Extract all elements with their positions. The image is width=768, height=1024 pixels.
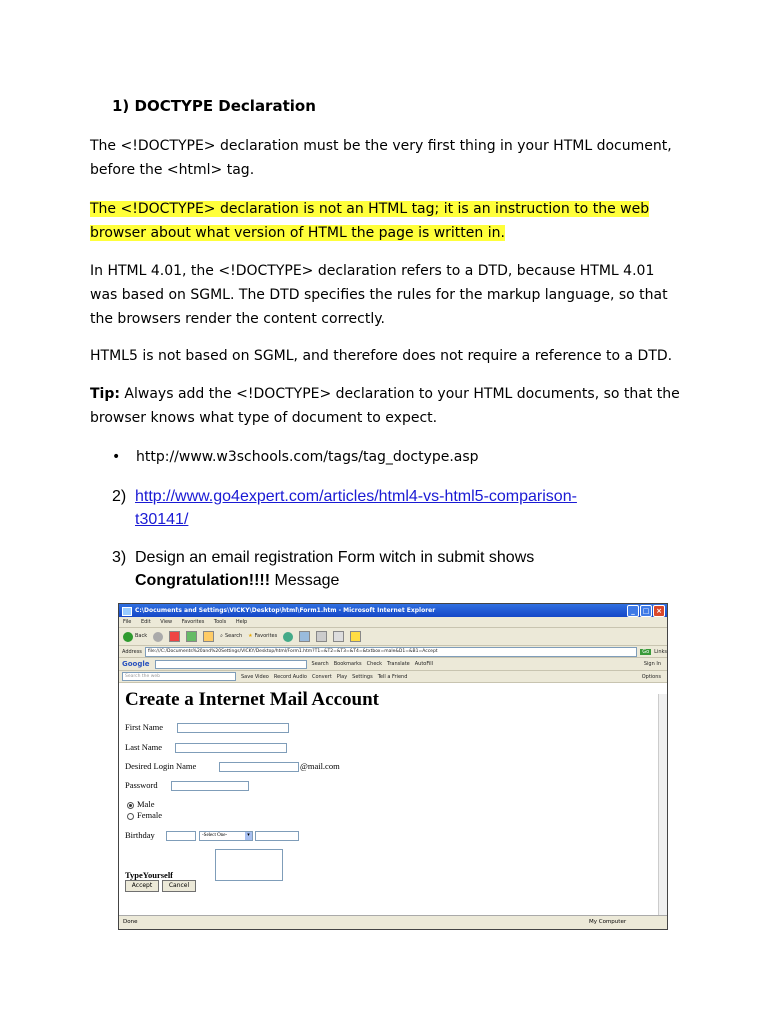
address-input[interactable]: file:///C:/Documents%20and%20Settings/VICKY/Desktop/html/Form1.htm?T1=&T2=&T3=&T4=&txtbox=male&D1=&B1=Accept: [145, 647, 637, 657]
web-search-input[interactable]: Search the web: [122, 672, 236, 681]
paragraph-3: [90, 259, 690, 331]
sign-in-button[interactable]: Sign In: [643, 661, 661, 667]
google-search-button[interactable]: Search: [311, 661, 329, 667]
last-name-label: Last Name: [125, 742, 163, 752]
maximize-button[interactable]: □: [640, 605, 652, 617]
paragraph-2-line-2: browser about what version of HTML the page is written in.: [90, 225, 505, 241]
play-button[interactable]: Play: [336, 673, 348, 680]
status-bar: [119, 915, 667, 929]
male-radio[interactable]: [127, 802, 134, 809]
item-3-tail: Message: [270, 572, 340, 589]
female-option[interactable]: Female: [127, 810, 162, 820]
numbered-item-3: [112, 546, 672, 592]
home-icon[interactable]: [203, 631, 214, 642]
google-check-button[interactable]: Check: [366, 661, 383, 667]
login-name-input[interactable]: [219, 762, 299, 772]
password-label: Password: [125, 780, 158, 790]
settings-button[interactable]: Settings: [352, 673, 373, 680]
item-3-line-1: Design an email registration Form witch in submit shows: [135, 549, 535, 566]
close-button[interactable]: ×: [653, 605, 665, 617]
print-icon[interactable]: [316, 631, 327, 642]
item-3-number: 3): [112, 549, 127, 566]
section-heading: 1) DOCTYPE Declaration: [112, 97, 316, 115]
male-option[interactable]: Male: [127, 799, 154, 809]
accept-button[interactable]: Accept: [125, 880, 159, 892]
paragraph-1-line-2: before the <html> tag.: [90, 162, 255, 178]
favorites-button[interactable]: ★ Favorites: [248, 628, 277, 645]
chevron-down-icon: ▾: [245, 832, 252, 840]
status-done: Done: [123, 919, 138, 925]
paragraph-3-line-2: was based on SGML. The DTD specifies the rules for the markup language, so that: [90, 287, 668, 303]
password-input[interactable]: [171, 781, 249, 791]
last-name-input[interactable]: [175, 743, 287, 753]
refresh-icon[interactable]: [186, 631, 197, 642]
about-yourself-textarea[interactable]: [215, 849, 283, 881]
mail-icon[interactable]: [299, 631, 310, 642]
tip-line-1: Always add the <!DOCTYPE> declaration to your HTML documents, so that the: [119, 386, 680, 402]
login-name-label: Desired Login Name: [125, 761, 197, 771]
status-zone: My Computer: [589, 919, 627, 925]
menu-edit[interactable]: Edit: [140, 619, 151, 625]
back-button[interactable]: Back: [123, 628, 147, 645]
paragraph-3-line-1: In HTML 4.01, the <!DOCTYPE> declaration refers to a DTD, because HTML 4.01: [90, 263, 655, 279]
tip-label: Tip:: [90, 386, 120, 402]
menu-favorites[interactable]: Favorites: [181, 619, 205, 625]
domain-suffix: @mail.com: [300, 761, 340, 771]
paragraph-4: HTML5 is not based on SGML, and therefore does not require a reference to a DTD.: [90, 348, 673, 364]
back-arrow-icon: [123, 632, 133, 642]
numbered-item-2: [112, 485, 672, 531]
menu-file[interactable]: File: [123, 619, 132, 625]
star-icon: ★: [248, 633, 253, 639]
google-bookmarks-button[interactable]: Bookmarks: [333, 661, 362, 667]
google-translate-button[interactable]: Translate: [387, 661, 410, 667]
type-yourself-label: TypeYourself: [125, 870, 174, 880]
birthday-day-input[interactable]: [166, 831, 196, 841]
ie-page-icon: [122, 607, 132, 616]
search-button[interactable]: ⌕ Search: [220, 628, 242, 645]
record-audio-button[interactable]: Record Audio: [273, 673, 307, 680]
cancel-button[interactable]: Cancel: [162, 880, 196, 892]
browser-screenshot: [118, 603, 668, 930]
go-button[interactable]: Go: [642, 648, 650, 655]
tell-friend-button[interactable]: Tell a Friend: [377, 673, 408, 680]
vertical-scrollbar[interactable]: [658, 694, 667, 916]
bullet-url-text: http://www.w3schools.com/tags/tag_doctype.asp: [136, 449, 479, 465]
page-content: [119, 689, 659, 916]
form-title: Create a Internet Mail Account: [125, 689, 379, 710]
folder-icon[interactable]: [350, 631, 361, 642]
menu-tools[interactable]: Tools: [213, 619, 227, 625]
paragraph-1: [90, 134, 690, 182]
birthday-year-input[interactable]: [255, 831, 299, 841]
address-label: Address: [122, 648, 142, 655]
first-name-label: First Name: [125, 722, 164, 732]
forward-arrow-icon[interactable]: [153, 632, 163, 642]
edit-icon[interactable]: [333, 631, 344, 642]
browser-title: C:\Documents and Settings\VICKY\Desktop\html\Form1.htm - Microsoft Internet Explorer: [135, 607, 436, 614]
bullet-marker: •: [112, 449, 121, 465]
google-autofill-button[interactable]: AutoFill: [414, 661, 434, 667]
minimize-button[interactable]: _: [627, 605, 639, 617]
first-name-input[interactable]: [177, 723, 289, 733]
birthday-label: Birthday: [125, 830, 155, 840]
google-toolbar: [119, 658, 667, 671]
item-3-bold: Congratulation!!!!: [135, 572, 271, 589]
google-search-input[interactable]: [155, 660, 307, 669]
options-button[interactable]: Options: [641, 673, 661, 680]
save-video-button[interactable]: Save Video: [241, 673, 269, 680]
paragraph-3-line-3: the browsers render the content correctly.: [90, 311, 385, 327]
tip-paragraph: [90, 382, 690, 430]
search-icon: ⌕: [220, 633, 223, 639]
convert-button[interactable]: Convert: [311, 673, 332, 680]
tip-line-2: browser knows what type of document to expect.: [90, 410, 438, 426]
menu-view[interactable]: View: [160, 619, 173, 625]
browser-titlebar: [119, 604, 667, 617]
paragraph-2-highlighted: [90, 197, 690, 245]
paragraph-1-line-1: The <!DOCTYPE> declaration must be the very first thing in your HTML document,: [90, 138, 672, 154]
item-2-number: 2): [112, 488, 127, 505]
bullet-item: [112, 446, 479, 468]
media-icon[interactable]: [283, 632, 293, 642]
links-label[interactable]: Links: [654, 648, 667, 655]
google-logo: Google: [122, 660, 150, 668]
menu-bar: [119, 617, 667, 628]
go4expert-link[interactable]: http://www.go4expert.com/articles/html4-vs-html5-comparison- t30141/: [135, 488, 577, 528]
female-radio[interactable]: [127, 813, 134, 820]
stop-icon[interactable]: [169, 631, 180, 642]
birthday-month-select[interactable]: -Select One- ▾: [199, 831, 253, 841]
paragraph-2-line-1: The <!DOCTYPE> declaration is not an HTML tag; it is an instruction to the web: [90, 201, 650, 217]
standard-toolbar: [119, 628, 667, 646]
menu-help[interactable]: Help: [235, 619, 248, 625]
search-toolbar: [119, 671, 667, 683]
address-bar: [119, 646, 667, 658]
